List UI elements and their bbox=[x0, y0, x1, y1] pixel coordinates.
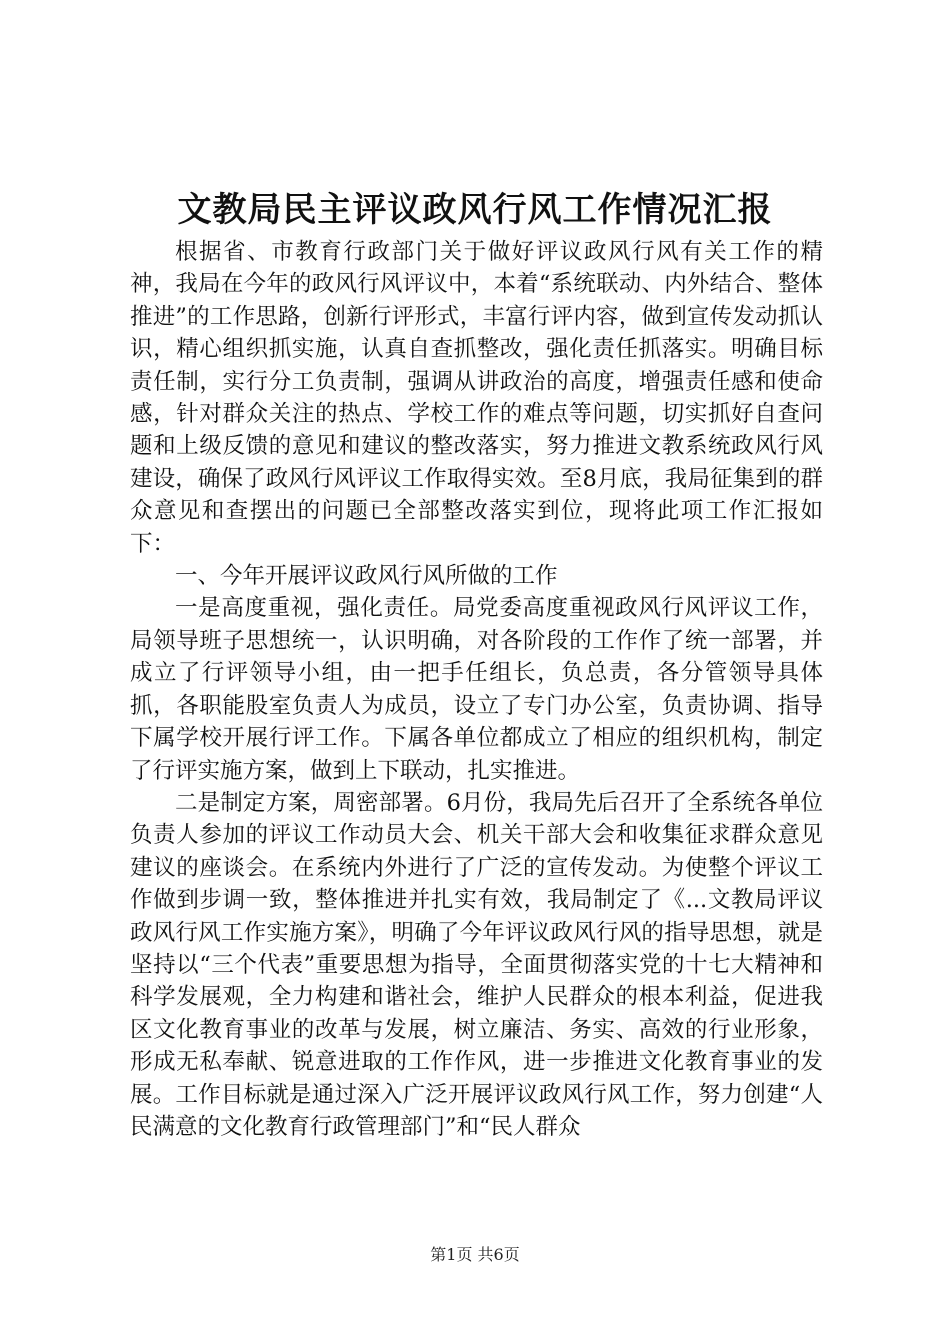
page-number-footer: 第1页 共6页 bbox=[430, 1245, 520, 1264]
paragraph-point-two: 二是制定方案，周密部署。6月份，我局先后召开了全系统各单位负责人参加的评议工作动员大会、机关干部大会和收集征求群众意见建议的座谈会。在系统内外进行了广泛的宣传发动。为使整个评议工作做到步调一致，整体推进并扎实有效，我局制定了《...文教局评议政风行风工作实施方案》，明确了今年评议政风行风的指导思想，就是坚持以“三个代表”重要思想为指导，全面贯彻落实党的十七大精神和科学发展观，全力构建和谐社会，维护人民群众的根本利益，促进我区文化教育事业的改革与发展，树立廉洁、务实、高效的行业形象，形成无私奉献、锐意进取的工作作风，进一步推进文化教育事业的发展。工作目标就是通过深入广泛开展评议政风行风工作，努力创建“人民满意的文化教育行政管理部门”和“民人群众 bbox=[130, 789, 823, 1140]
document-title: 文教局民主评议政风行风工作情况汇报 bbox=[177, 190, 773, 230]
intro-paragraph: 根据省、市教育行政部门关于做好评议政风行风有关工作的精神，我局在今年的政风行风评议中，本着“系统联动、内外结合、整体推进”的工作思路，创新行评形式，丰富行评内容，做到宣传发动抓认识，精心组织抓实施，认真自查抓整改，强化责任抓落实。明确目标责任制，实行分工负责制，强调从讲政治的高度，增强责任感和使命感，针对群众关注的热点、学校工作的难点等问题，切实抓好自查问题和上级反馈的意见和建议的整改落实，努力推进文教系统政风行风建设，确保了政风行风评议工作取得实效。至8月底，我局征集到的群众意见和查摆出的问题已全部整改落实到位，现将此项工作汇报如下： bbox=[130, 239, 823, 557]
paragraph-point-one: 一是高度重视，强化责任。局党委高度重视政风行风评议工作，局领导班子思想统一，认识明确，对各阶段的工作作了统一部署，并成立了行评领导小组，由一把手任组长，负总责，各分管领导具体抓，各职能股室负责人为成员，设立了专门办公室，负责协调、指导下属学校开展行评工作。下属各单位都成立了相应的组织机构，制定了行评实施方案，做到上下联动，扎实推进。 bbox=[130, 595, 823, 784]
document-body bbox=[130, 236, 823, 1143]
section-heading: 一、今年开展评议政风行风所做的工作 bbox=[175, 563, 558, 590]
